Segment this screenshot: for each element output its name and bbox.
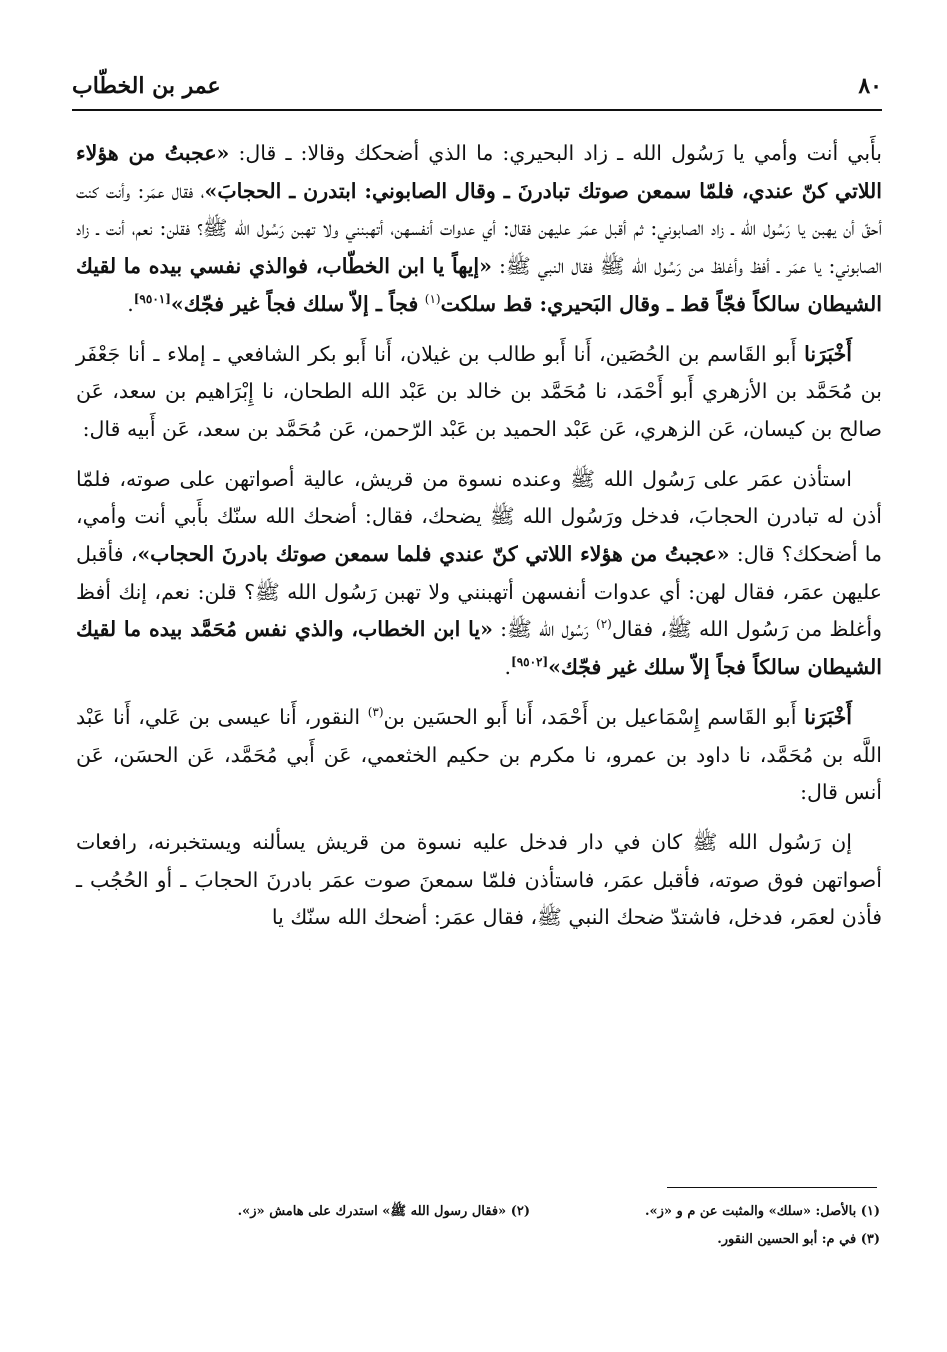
footnote-marker-2[interactable]: (٢) bbox=[596, 617, 612, 632]
p2-lead: أَخْبَرَنا bbox=[804, 341, 852, 366]
p1-text-1: بأَبي أنت وأمي يا رَسُول الله ـ زاد البحيري: ما الذي أضحكك وقالا: ـ قال: bbox=[238, 141, 882, 165]
p3-end: . bbox=[504, 655, 511, 680]
paragraph-1 bbox=[76, 135, 882, 324]
p4-text-1: أَبو القَاسم إِسْمَاعيل بن أَحْمَد، أَنا أَبو الحسَين بن bbox=[383, 704, 797, 729]
footnote-marker-3[interactable]: (٣) bbox=[367, 705, 384, 720]
page-number: ٨٠ bbox=[858, 73, 882, 99]
footnote-marker-1[interactable]: (١) bbox=[424, 291, 441, 306]
p3-quote-2: «يا ابن الخطاب، والذي نفس مُحَمَّد بيده ما لقيك الشيطان سالكاً فجاً إلاّ سلك غير فجّك» bbox=[76, 617, 882, 680]
header-rule bbox=[72, 109, 882, 111]
p3-text-1: استأذن عمَر على رَسُول الله ﷺ وعنده نسوة من قريش، عالية أصواتهن على صوته، فلمّا أذن له تبادرن الحجابَ، فدخل ورَسُول الله ﷺ يضحك، فقال: أضحك الله سنّك بأَبي أنت وأمي، ما أضحكك؟ قال: bbox=[76, 466, 882, 567]
p5-text: إن رَسُول الله ﷺ كان في دار فدخل عليه نسوة من قريش يسألنه ويستخبرنه، رافعات أصواتهن فوق صوته، فأقبل عمَر، فاستأذن فلمّا سمعنَ صوت عمَر بادرنَ الحجابَ ـ أو الحُجُب ـ فأذن لعمَر، فدخل، فاشتدّ ضحك النبي ﷺ، فقال عمَر: أضحك الله سنّك يا bbox=[76, 829, 882, 930]
p4-lead: أَخْبَرَنا bbox=[804, 704, 852, 729]
p1-quote-1: «عجبتُ من هؤلاء اللاتي كنّ عندي، فلمّا سمعن صوتك تبادرنَ ـ وقال الصابوني: ابتدرن ـ الحجابَ» bbox=[76, 141, 882, 203]
p3-text-2: ، فأقبل عليهن عمَر، فقال لهن: أي عدوات أنفسهن أتهبنني ولا تهبن رَسُول الله ﷺ؟ قلن: نعم، إنك أفظ وأغلظ من رَسُول الله ﷺ، فقال bbox=[76, 542, 882, 642]
footnote-row-1 bbox=[120, 1198, 880, 1226]
p1-end: . bbox=[127, 291, 134, 316]
p1-quote-3: فجاً ـ إلاّ سلك فجاً غير فجّك» bbox=[170, 291, 419, 316]
footnote-1: (١) بالأصل: «سلك» والمثبت عن م و «ز». bbox=[644, 1204, 880, 1219]
p1-text-2: ، فقال عمَر: وأنت كنت أحقّ أن يهبن يا رَسُول الله ـ زاد الصابوني: ثم أقبل عمَر عليهن فقال: أي عدوات أنفسهن، أتهبنني ولا تهبن رَسُول الله ﷺ؟ فقلن: نعم، أنت ـ زاد الصابوني: يا عمَر ـ أفظ وأغلظ من رَسُول الله ﷺ فقال النبي ﷺ: bbox=[76, 178, 882, 279]
main-text bbox=[76, 135, 882, 937]
hadith-number-9501: [٩٥٠١] bbox=[133, 291, 171, 306]
footnote-3: (٣) في م: أبو الحسين النقور. bbox=[717, 1232, 880, 1247]
footnote-row-2 bbox=[120, 1226, 880, 1254]
p3-quote-1: «عجبتُ من هؤلاء اللاتي كنّ عندي فلما سمعن صوتك بادرنَ الحجاب» bbox=[137, 542, 730, 567]
page-header bbox=[72, 66, 882, 106]
hadith-number-9502: [٩٥٠٢] bbox=[511, 655, 549, 670]
p1-quote-2: «إيهاً يا ابن الخطّاب، فوالذي نفسي بيده ما لقيك الشيطان سالكاً فجّاً قط ـ وقال البَحيري: قط سلكت bbox=[76, 254, 882, 316]
paragraph-5 bbox=[76, 824, 882, 937]
paragraph-4 bbox=[76, 699, 882, 812]
running-title: عمر بن الخطّاب bbox=[72, 73, 221, 99]
p3-text-3: رَسُول الله ﷺ: bbox=[500, 617, 589, 642]
p4-text-2: النقور، أَنا عيسى بن عَلي، أَنا عَبْد اللَّه بن مُحَمَّد، نا داود بن عمرو، نا مكرم بن حكيم الخثعمي، عَن أَبي مُحَمَّد، عَن الحسَن، عَن أنس قال: bbox=[76, 704, 882, 805]
footnote-rule bbox=[667, 1187, 877, 1188]
footnotes bbox=[120, 1198, 880, 1254]
paragraph-3 bbox=[76, 461, 882, 687]
p2-text: أَبو القَاسم بن الحُصَين، أَنا أَبو طالب بن غيلان، أَنا أَبو بكر الشافعي ـ إملاء ـ أنا جَعْفَر بن مُحَمَّد بن الأزهري أَبو أَحْمَد، نا مُحَمَّد بن خالد بن عَبْد الله الطحان، نا إِبْرَاهيم بن سعد، عَن صالح بن كيسان، عَن الزهري، عَن عَبْد الحميد بن عَبْد الرّحمن، عَن مُحَمَّد بن سعد، عَن أَبيه قال: bbox=[76, 341, 882, 441]
footnote-2: (٢) «فقال رسول الله ﷺ» استدرك على هامش «ز». bbox=[237, 1204, 530, 1219]
paragraph-2 bbox=[76, 336, 882, 449]
